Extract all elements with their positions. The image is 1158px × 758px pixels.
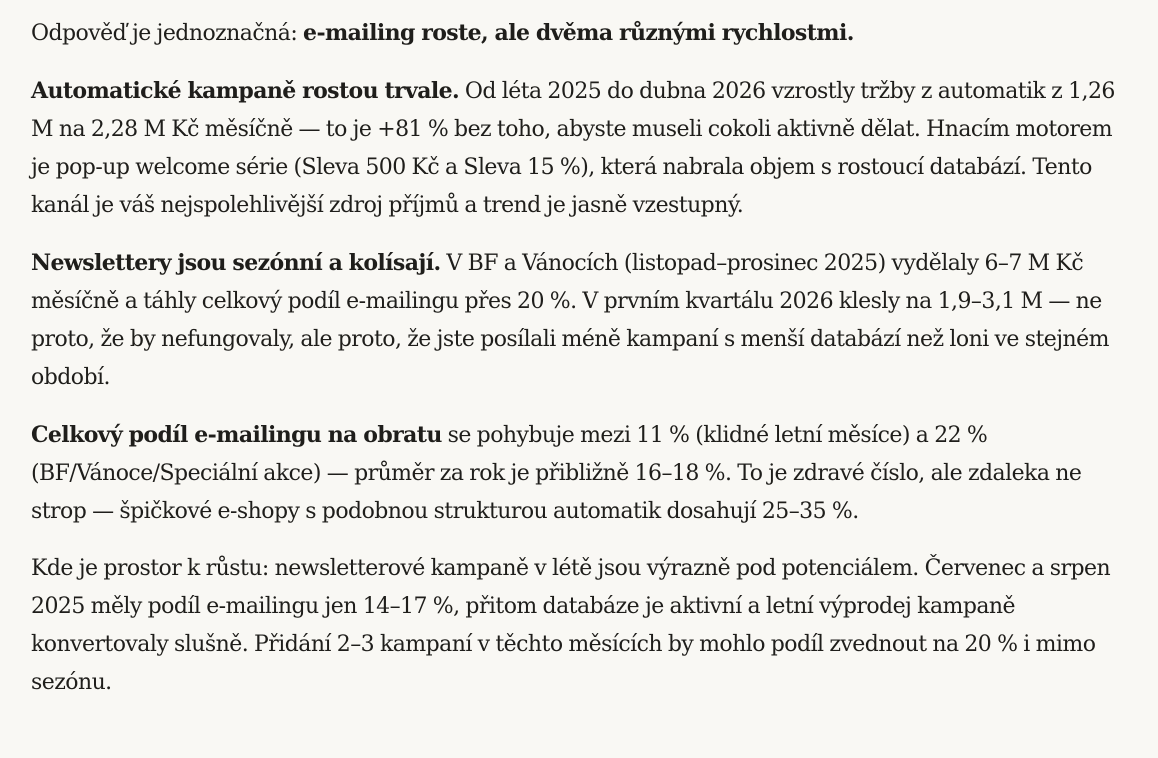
paragraph-intro xyxy=(31,14,1126,53)
newsletters-text: V BF a Vánocích (listopad–prosinec 2025) vydělaly 6–7 M Kč měsíčně a táhly celkový podíl e-mailingu přes 20 %. V prvním kvartálu 2026 klesly na 1,9–3,1 M — ne proto, že by nefungovaly, ale proto, že jste posílali méně kampaní s menší databází než loni ve stejném období. xyxy=(31,251,1109,390)
answer-content xyxy=(31,14,1126,721)
share-heading: Celkový podíl e-mailingu na obratu xyxy=(31,422,442,448)
intro-bold: e-mailing roste, ale dvěma různými rychlostmi. xyxy=(303,20,854,46)
paragraph-growth xyxy=(31,550,1126,702)
newsletters-heading: Newslettery jsou sezónní a kolísají. xyxy=(31,250,441,276)
paragraph-newsletters xyxy=(31,244,1126,397)
automations-heading: Automatické kampaně rostou trvale. xyxy=(31,78,460,104)
intro-text: Odpověď je jednoznačná: xyxy=(31,21,304,46)
automations-text: Od léta 2025 do dubna 2026 vzrostly tržby z automatik z 1,26 M na 2,28 M Kč měsíčně — to je +81 % bez toho, abyste museli cokoli aktivně dělat. Hnacím motorem je pop-up welcome série (Sleva 500 Kč a Sleva 15 %), která nabrala objem s rostoucí databází. Tento kanál je váš nejspolehlivější zdroj příjmů a trend je jasně vzestupný. xyxy=(31,79,1115,218)
paragraph-automations xyxy=(31,72,1126,225)
growth-text: Kde je prostor k růstu: newsletterové kampaně v létě jsou výrazně pod potenciálem. Červenec a srpen 2025 měly podíl e-mailingu jen 14–17 %, přitom databáze je aktivní a letní výprodej kampaně konvertovaly slušně. Přidání 2–3 kampaní v těchto měsících by mohlo podíl zvednout na 20 % i mimo sezónu. xyxy=(31,556,1111,695)
paragraph-share xyxy=(31,416,1126,531)
share-text: se pohybuje mezi 11 % (klidné letní měsíce) a 22 % (BF/Vánoce/Speciální akce) — průměr za rok je přibližně 16–18 %. To je zdravé číslo, ale zdaleka ne strop — špičkové e-shopy s podobnou strukturou automatik dosahují 25–35 %. xyxy=(31,423,1082,524)
